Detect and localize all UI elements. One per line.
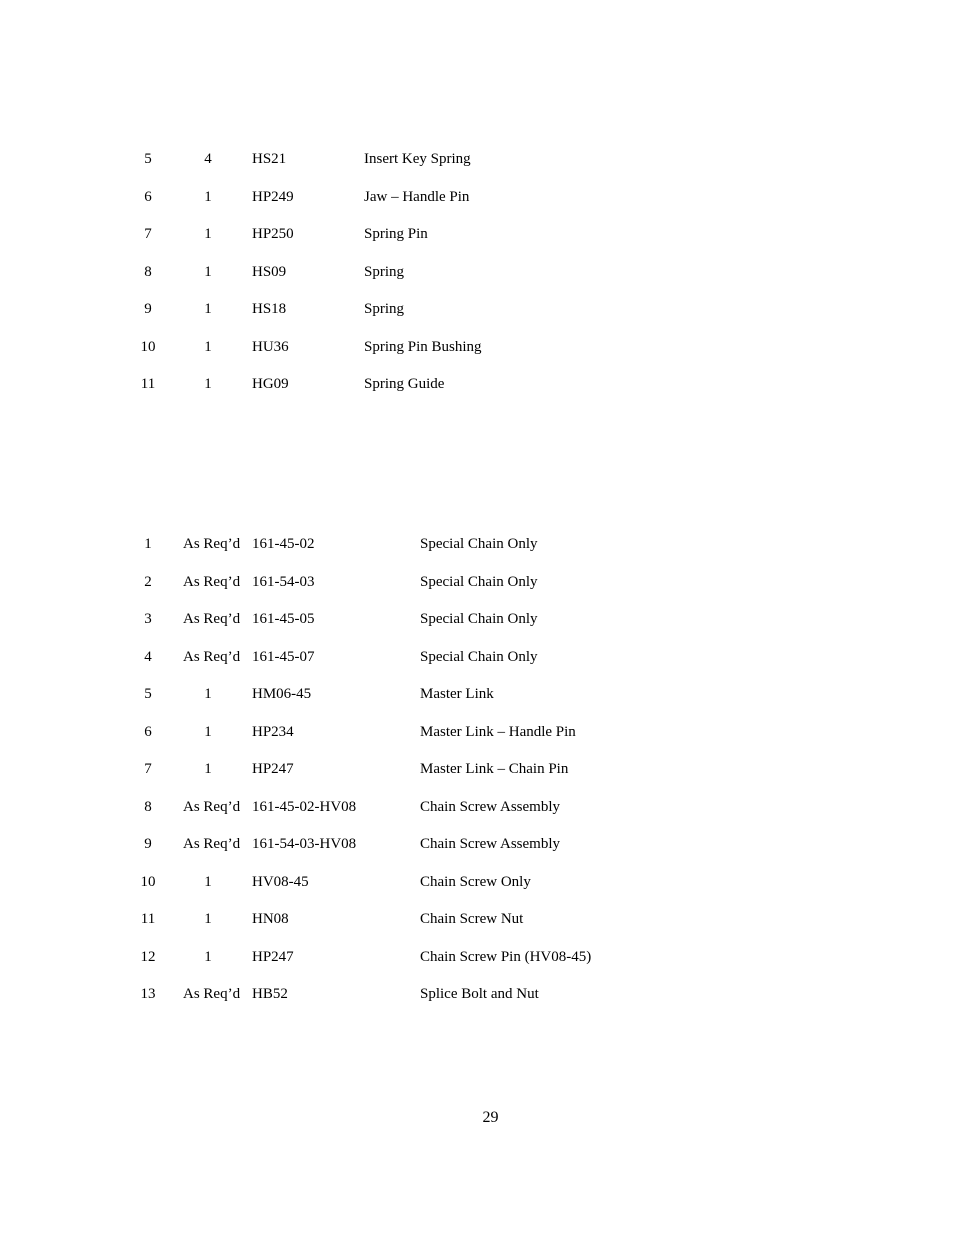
table-row [0, 373, 954, 411]
part-description: Special Chain Only [420, 611, 538, 627]
quantity: 1 [204, 226, 212, 242]
part-description: Spring Pin Bushing [364, 338, 482, 355]
part-description: Chain Screw Only [420, 873, 531, 890]
table-row [0, 908, 954, 946]
part-number: HS18 [252, 301, 287, 317]
part-description: Spring Guide [364, 376, 445, 392]
table-row [0, 833, 954, 871]
part-number: HV08-45 [252, 873, 309, 890]
part-description: Chain Screw Assembly [420, 836, 560, 852]
part-description: Spring [364, 301, 405, 317]
table-row [0, 983, 954, 1021]
quantity: 1 [204, 301, 212, 317]
part-number: 161-45-05 [252, 611, 315, 627]
table-row [0, 721, 954, 759]
item-number: 8 [144, 798, 152, 815]
quantity: As Req’d [183, 536, 241, 552]
page-number: 29 [482, 1109, 499, 1126]
table-row [0, 298, 954, 336]
part-number: HP249 [252, 188, 294, 205]
item-number: 13 [140, 986, 156, 1002]
part-number: 161-45-02 [252, 536, 315, 552]
quantity: As Req’d [183, 986, 241, 1002]
quantity: 1 [204, 188, 212, 205]
part-number: HB52 [252, 986, 288, 1002]
quantity: 1 [204, 376, 212, 392]
part-number: HU36 [252, 338, 289, 355]
part-description: Master Link – Handle Pin [420, 723, 576, 740]
part-description: Master Link – Chain Pin [420, 761, 569, 777]
parts-table-2 [0, 533, 954, 1021]
quantity: As Req’d [183, 836, 241, 852]
part-description: Special Chain Only [420, 573, 538, 590]
quantity: 1 [204, 723, 212, 740]
item-number: 10 [140, 873, 156, 890]
part-number: 161-54-03 [252, 573, 315, 590]
part-description: Special Chain Only [420, 648, 538, 665]
part-description: Master Link [420, 686, 494, 702]
quantity: 1 [204, 911, 212, 927]
quantity: As Req’d [183, 573, 241, 590]
item-number: 9 [144, 836, 152, 852]
item-number: 11 [140, 911, 156, 927]
part-description: Chain Screw Assembly [420, 798, 560, 815]
part-number: HN08 [252, 911, 289, 927]
quantity: As Req’d [183, 648, 241, 665]
table-row [0, 646, 954, 684]
part-number: 161-45-02-HV08 [252, 798, 357, 815]
table-row [0, 533, 954, 571]
item-number: 9 [144, 301, 152, 317]
item-number: 6 [144, 188, 152, 205]
item-number: 7 [144, 761, 152, 777]
table-row [0, 186, 954, 224]
table-row [0, 608, 954, 646]
table-row [0, 683, 954, 721]
table-row [0, 336, 954, 374]
quantity: As Req’d [183, 798, 241, 815]
item-number: 11 [140, 376, 156, 392]
quantity: 4 [204, 151, 212, 167]
item-number: 5 [144, 686, 152, 702]
table-row [0, 223, 954, 261]
part-number: HG09 [252, 376, 289, 392]
item-number: 1 [144, 536, 152, 552]
part-number: 161-54-03-HV08 [252, 836, 357, 852]
item-number: 3 [144, 611, 152, 627]
part-number: HP247 [252, 761, 294, 777]
part-number: HS21 [252, 151, 287, 167]
parts-table-1 [0, 148, 954, 411]
quantity: 1 [204, 338, 212, 355]
quantity: 1 [204, 761, 212, 777]
item-number: 4 [144, 648, 152, 665]
table-row [0, 758, 954, 796]
quantity: 1 [204, 873, 212, 890]
part-number: 161-45-07 [252, 648, 315, 665]
part-description: Spring [364, 263, 405, 280]
table-row [0, 871, 954, 909]
part-number: HP247 [252, 948, 294, 965]
table-row [0, 796, 954, 834]
quantity: As Req’d [183, 611, 241, 627]
item-number: 12 [140, 948, 156, 965]
table-row [0, 946, 954, 984]
item-number: 10 [140, 338, 156, 355]
part-description: Special Chain Only [420, 536, 538, 552]
part-description: Chain Screw Nut [420, 911, 524, 927]
item-number: 2 [144, 573, 152, 590]
table-row [0, 261, 954, 299]
part-number: HP250 [252, 226, 294, 242]
part-description: Chain Screw Pin (HV08-45) [420, 948, 592, 965]
part-number: HS09 [252, 263, 287, 280]
quantity: 1 [204, 263, 212, 280]
item-number: 5 [144, 151, 152, 167]
part-description: Splice Bolt and Nut [420, 986, 539, 1002]
part-description: Insert Key Spring [364, 151, 471, 167]
item-number: 6 [144, 723, 152, 740]
part-description: Jaw – Handle Pin [364, 188, 470, 205]
part-description: Spring Pin [364, 226, 428, 242]
table-row [0, 148, 954, 186]
item-number: 7 [144, 226, 152, 242]
part-number: HP234 [252, 723, 294, 740]
part-number: HM06-45 [252, 686, 312, 702]
quantity: 1 [204, 948, 212, 965]
quantity: 1 [204, 686, 212, 702]
item-number: 8 [144, 263, 152, 280]
table-row [0, 571, 954, 609]
